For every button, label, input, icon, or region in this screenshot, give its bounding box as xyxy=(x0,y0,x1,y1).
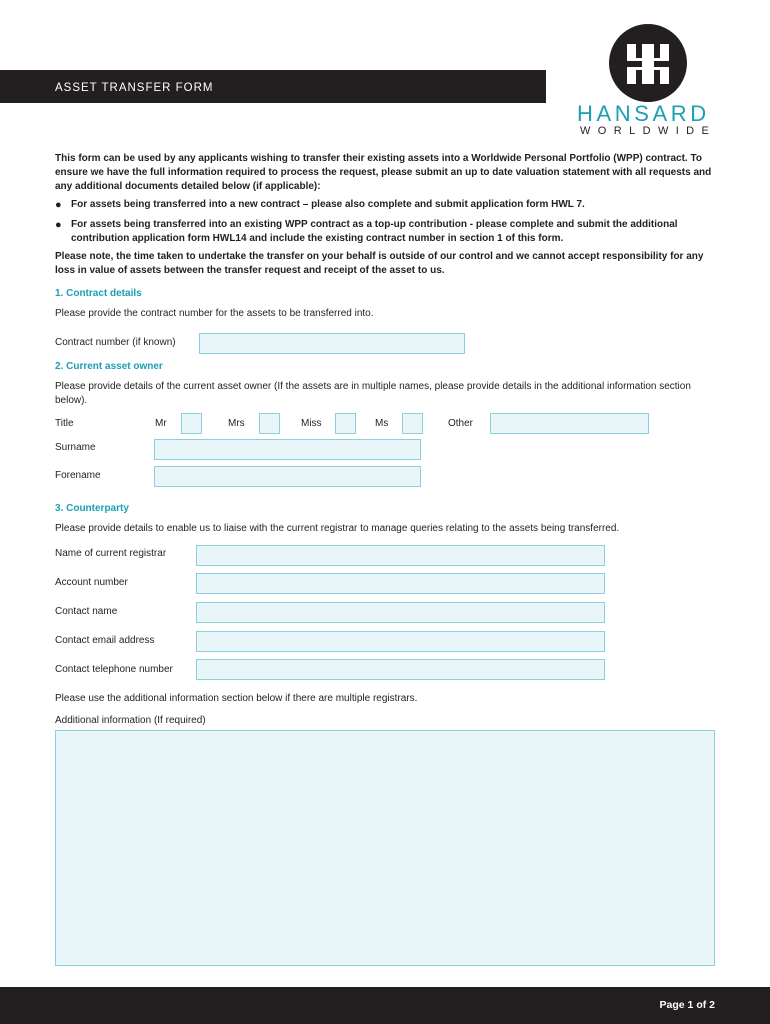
footer-bar xyxy=(0,987,770,1024)
title-option-mr-label: Mr xyxy=(155,418,167,429)
section-2-heading: 2. Current asset owner xyxy=(55,361,163,372)
registrar-name-input[interactable] xyxy=(196,545,605,566)
registrar-name-label: Name of current registrar xyxy=(55,548,167,559)
header-bar xyxy=(0,70,546,103)
section-3-instruction: Please provide details to enable us to liaise with the current registrar to manage queries relating to the assets being transferred. xyxy=(55,523,620,534)
bullet-icon: ● xyxy=(55,199,62,211)
surname-input[interactable] xyxy=(154,439,421,460)
section-1-heading: 1. Contract details xyxy=(55,288,142,299)
contact-email-input[interactable] xyxy=(196,631,605,652)
contact-email-label: Contact email address xyxy=(55,635,155,646)
contact-telephone-input[interactable] xyxy=(196,659,605,680)
contact-name-input[interactable] xyxy=(196,602,605,623)
contact-telephone-label: Contact telephone number xyxy=(55,664,173,675)
intro-bullet-list xyxy=(55,198,720,252)
contract-number-input[interactable] xyxy=(199,333,465,354)
logo-brand-text: HANSARD xyxy=(577,101,710,126)
title-option-mrs-label: Mrs xyxy=(228,418,245,429)
logo-h-icon xyxy=(609,24,687,102)
surname-label: Surname xyxy=(55,442,96,453)
title-option-miss-label: Miss xyxy=(301,418,322,429)
title-mr-checkbox[interactable] xyxy=(181,413,202,434)
forename-label: Forename xyxy=(55,470,101,481)
title-other-label: Other xyxy=(448,418,474,429)
note-paragraph: Please note, the time taken to undertake the transfer on your behalf is outside of our control and we cannot accept responsibility for any loss in value of assets between the transfer request and receipt of the asset to us. xyxy=(55,251,704,276)
account-number-label: Account number xyxy=(55,577,128,588)
title-ms-checkbox[interactable] xyxy=(402,413,423,434)
list-item xyxy=(55,198,720,212)
section-2-instruction: Please provide details of the current asset owner (If the assets are in multiple names, please provide details in the additional information section below). xyxy=(55,381,691,406)
form-title: ASSET TRANSFER FORM xyxy=(55,82,214,94)
bullet-text: For assets being transferred into a new contract – please also complete and submit application form HWL 7. xyxy=(71,199,585,210)
multiple-registrars-note: Please use the additional information section below if there are multiple registrars. xyxy=(55,693,418,704)
logo-tagline-text: WORLDWIDE xyxy=(580,125,717,137)
bullet-text: For assets being transferred into an existing WPP contract as a top-up contribution - please complete and submit the additional contribution application form HWL14 and include the existing contract number in section 1 of this form. xyxy=(71,219,678,244)
section-1-instruction: Please provide the contract number for the assets to be transferred into. xyxy=(55,308,374,319)
title-mrs-checkbox[interactable] xyxy=(259,413,280,434)
account-number-input[interactable] xyxy=(196,573,605,594)
contact-name-label: Contact name xyxy=(55,606,118,617)
title-miss-checkbox[interactable] xyxy=(335,413,356,434)
list-item xyxy=(55,218,720,246)
intro-paragraph: This form can be used by any applicants wishing to transfer their existing assets into a Worldwide Personal Portfolio (WPP) contract. To ensure we have the full information required to process the request, please submit an up to date valuation statement with all requests and any additional documents detailed below (if applicable): xyxy=(55,153,712,192)
additional-info-textarea[interactable] xyxy=(55,730,715,966)
section-3-heading: 3. Counterparty xyxy=(55,503,129,514)
contract-number-label: Contract number (if known) xyxy=(55,337,176,348)
title-label: Title xyxy=(55,418,74,429)
bullet-icon: ● xyxy=(55,219,62,231)
title-other-input[interactable] xyxy=(490,413,649,434)
page-number: Page 1 of 2 xyxy=(659,999,715,1011)
forename-input[interactable] xyxy=(154,466,421,487)
additional-info-label: Additional information (If required) xyxy=(55,715,206,726)
title-option-ms-label: Ms xyxy=(375,418,389,429)
hansard-logo-mark xyxy=(609,24,687,102)
